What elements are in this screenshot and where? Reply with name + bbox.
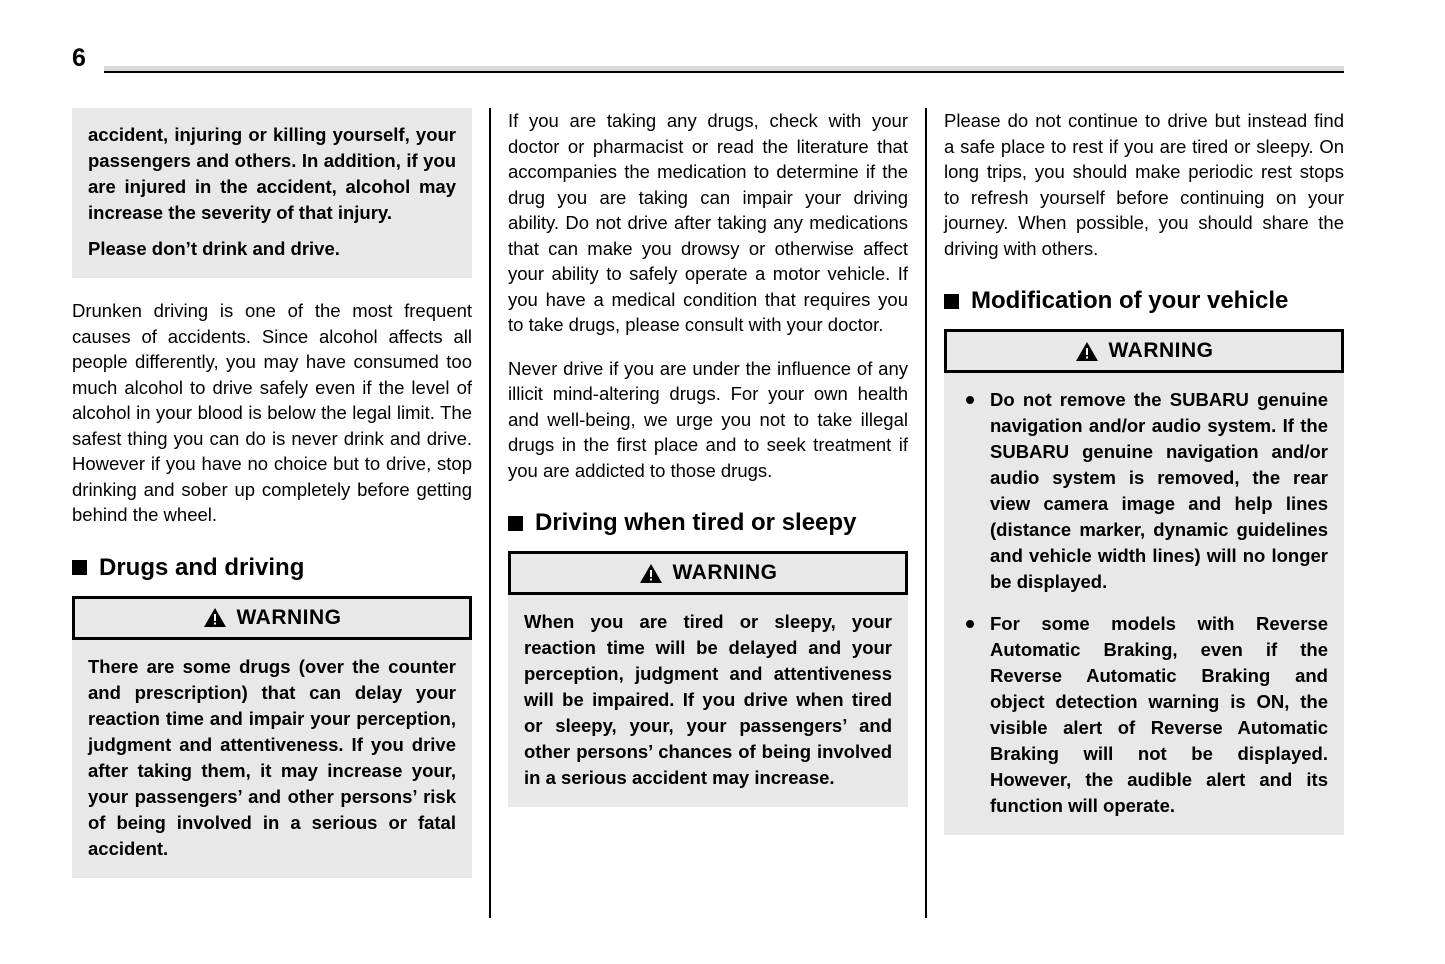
warning-list — [960, 387, 1328, 819]
warning-label: WARNING — [236, 605, 342, 629]
warning-text: There are some drugs (over the counter and prescription) that can delay your reaction time and impair your perception, judgment and attentiveness. If you drive after taking them, it may increase your, your passengers’ and other persons’ risk of being involved in a serious or fatal accident. — [88, 655, 456, 859]
warning-text: When you are tired or sleepy, your reaction time will be delayed and your perception, judgment and attentiveness will be impaired. If you drive when tired or sleepy, your, your passengers’ and other persons’ chances of being involved in a serious accident may increase. — [524, 611, 892, 788]
warning-triangle-icon — [203, 607, 227, 628]
continued-warning-text: accident, injuring or killing yourself, your passengers and others. In addition, if you are injured in the accident, alcohol may increase the severity of that injury. — [88, 124, 456, 223]
square-bullet-icon — [72, 560, 87, 575]
warning-triangle-icon — [639, 563, 663, 584]
column-middle — [508, 108, 908, 918]
page-number: 6 — [72, 44, 86, 72]
warning-label: WARNING — [1108, 339, 1214, 362]
section-heading-label: Driving when tired or sleepy — [535, 509, 857, 536]
warning-label: WARNING — [672, 561, 778, 584]
page-columns — [72, 108, 1344, 918]
section-heading-modification — [944, 287, 1344, 315]
header-rule — [104, 66, 1344, 73]
warning-body-tired — [508, 595, 908, 807]
list-item — [960, 387, 1328, 595]
continued-warning-plea: Please don’t drink and drive. — [88, 238, 340, 259]
column-right — [944, 108, 1344, 918]
bullet-dot-icon — [966, 620, 974, 628]
bullet-dot-icon — [966, 396, 974, 404]
list-item-text: Do not remove the SUBARU genuine navigation and/or audio system. If the SUBARU genuine navigation and/or audio system is removed, the rear view camera image and help lines (distance marker, dynamic guidelines and vehicle width lines) will no longer be displayed. — [990, 389, 1328, 592]
warning-banner-tired — [508, 551, 908, 595]
drugs-paragraph-2: Never drive if you are under the influence of any illicit mind-altering drugs. For your own health and well-being, we urge you not to take illegal drugs in the first place and to seek treatment if you are addicted to those drugs. — [508, 357, 908, 481]
column-divider-2 — [908, 108, 944, 918]
section-heading-label: Drugs and driving — [99, 553, 305, 581]
warning-body-drugs — [72, 640, 472, 878]
warning-triangle-icon — [1075, 341, 1099, 362]
rest-stops-paragraph: Please do not continue to drive but instead find a safe place to rest if you are tired or sleepy. On long trips, you should make periodic rest stops to refresh yourself before continuing on your journey. When possible, you should share the driving with others. — [944, 110, 1344, 259]
square-bullet-icon — [508, 516, 523, 531]
list-item-text: For some models with Reverse Automatic Braking, even if the Reverse Automatic Braking and object detection warning is ON, the visible alert of Reverse Automatic Braking will not be displayed. However, the audible alert and its function will operate. — [990, 613, 1328, 816]
section-heading-label: Modification of your vehicle — [971, 287, 1289, 314]
square-bullet-icon — [944, 294, 959, 309]
list-item — [960, 611, 1328, 819]
warning-banner-drugs — [72, 596, 472, 640]
page-header — [72, 44, 1344, 76]
drugs-paragraph-1: If you are taking any drugs, check with your doctor or pharmacist or read the literature that accompanies the medication to determine if the drug you are taking can impair your driving ability. Do not drive after taking any medications that can make you drowsy or otherwise affect your ability to safely operate a motor vehicle. If you have a medical condition that requires you to take drugs, please consult with your doctor. — [508, 110, 908, 335]
warning-body-modification — [944, 373, 1344, 835]
drunken-driving-paragraph: Drunken driving is one of the most frequent causes of accidents. Since alcohol affects all people differently, you may have consumed too much alcohol to drive safely even if the level of alcohol in your blood is below the legal limit. The safest thing you can do is never drink and drive. However if you have no choice but to drive, stop drinking and sober up completely before getting behind the wheel. — [72, 300, 472, 525]
section-heading-drugs-and-driving — [72, 554, 472, 582]
section-heading-driving-tired — [508, 509, 908, 537]
column-divider-1 — [472, 108, 508, 918]
continued-warning-box — [72, 108, 472, 278]
warning-banner-modification — [944, 329, 1344, 373]
column-left — [72, 108, 472, 918]
